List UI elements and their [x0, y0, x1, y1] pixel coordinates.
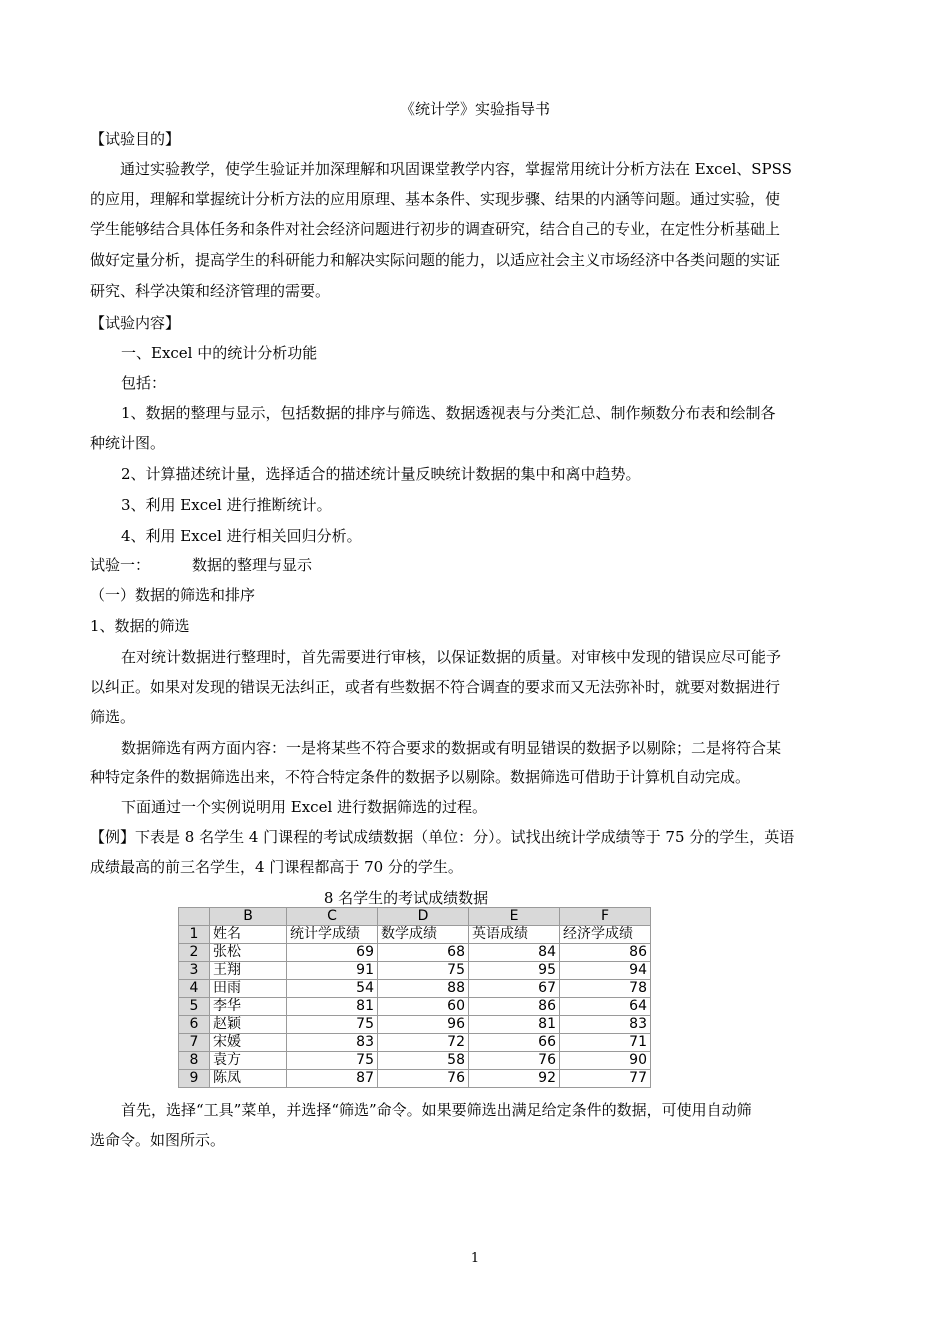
purpose-line-3: 学生能够结合具体任务和条件对社会经济问题进行初步的调查研究，结合自己的专业，在定性分析基础上 — [90, 220, 781, 238]
column-letter: C — [287, 908, 378, 926]
table-row — [179, 1052, 651, 1070]
score-economics: 94 — [560, 962, 651, 980]
score-math: 60 — [378, 998, 469, 1016]
row-number: 4 — [179, 980, 210, 998]
row-number: 1 — [179, 926, 210, 944]
score-statistics: 75 — [287, 1052, 378, 1070]
content-item-2: 2、计算描述统计量，选择适合的描述统计量反映统计数据的集中和离中趋势。 — [121, 465, 641, 483]
table-row — [179, 944, 651, 962]
score-economics: 86 — [560, 944, 651, 962]
score-math: 68 — [378, 944, 469, 962]
score-math: 58 — [378, 1052, 469, 1070]
score-economics: 77 — [560, 1070, 651, 1088]
student-name: 陈凤 — [210, 1070, 287, 1088]
table-header-row — [179, 926, 651, 944]
after-line-1: 首先，选择“工具”菜单，并选择“筛选”命令。如果要筛选出满足给定条件的数据，可使用自动筛 — [121, 1101, 752, 1119]
header-economics: 经济学成绩 — [560, 926, 651, 944]
score-statistics: 69 — [287, 944, 378, 962]
table-row — [179, 962, 651, 980]
score-english: 84 — [469, 944, 560, 962]
table-row — [179, 1034, 651, 1052]
corner-cell — [179, 908, 210, 926]
table-row — [179, 998, 651, 1016]
purpose-line-2: 的应用，理解和掌握统计分析方法的应用原理、基本条件、实现步骤、结果的内涵等问题。通过实验，使 — [90, 190, 781, 208]
score-english: 76 — [469, 1052, 560, 1070]
score-economics: 83 — [560, 1016, 651, 1034]
section-heading-content: 【试验内容】 — [90, 314, 181, 332]
subsection-filter-sort: （一）数据的筛选和排序 — [90, 586, 256, 604]
score-economics: 64 — [560, 998, 651, 1016]
header-name: 姓名 — [210, 926, 287, 944]
column-letter: B — [210, 908, 287, 926]
example-line-2: 成绩最高的前三名学生，4 门课程都高于 70 分的学生。 — [90, 858, 463, 876]
header-math: 数学成绩 — [378, 926, 469, 944]
score-statistics: 91 — [287, 962, 378, 980]
para1-line-2: 以纠正。如果对发现的错误无法纠正，或者有些数据不符合调查的要求而又无法弥补时，就要对数据进行 — [90, 678, 781, 696]
row-number: 8 — [179, 1052, 210, 1070]
table-row — [179, 1016, 651, 1034]
content-item-3: 3、利用 Excel 进行推断统计。 — [121, 496, 332, 514]
row-number: 6 — [179, 1016, 210, 1034]
score-economics: 71 — [560, 1034, 651, 1052]
student-name: 宋媛 — [210, 1034, 287, 1052]
student-name: 张松 — [210, 944, 287, 962]
row-number: 9 — [179, 1070, 210, 1088]
score-math: 88 — [378, 980, 469, 998]
header-statistics: 统计学成绩 — [287, 926, 378, 944]
content-item-1b: 种统计图。 — [90, 434, 166, 452]
score-math: 76 — [378, 1070, 469, 1088]
para2-line-1: 数据筛选有两方面内容：一是将某些不符合要求的数据或有明显错误的数据予以剔除；二是将符合某 — [121, 739, 782, 757]
row-number: 5 — [179, 998, 210, 1016]
para1-line-3: 筛选。 — [90, 708, 136, 726]
score-statistics: 54 — [287, 980, 378, 998]
purpose-line-1: 通过实验教学，使学生验证并加深理解和巩固课堂教学内容，掌握常用统计分析方法在 Excel、SPSS — [120, 160, 792, 178]
table-caption: 8 名学生的考试成绩数据 — [323, 889, 489, 907]
column-letter: D — [378, 908, 469, 926]
para2-line-2: 种特定条件的数据筛选出来，不符合特定条件的数据予以剔除。数据筛选可借助于计算机自动完成。 — [90, 768, 751, 786]
purpose-line-5: 研究、科学决策和经济管理的需要。 — [90, 282, 331, 300]
score-statistics: 81 — [287, 998, 378, 1016]
purpose-line-4: 做好定量分析，提高学生的科研能力和解决实际问题的能力，以适应社会主义市场经济中各类问题的实证 — [90, 251, 781, 269]
content-item-4: 4、利用 Excel 进行相关回归分析。 — [121, 527, 362, 545]
score-math: 72 — [378, 1034, 469, 1052]
score-statistics: 83 — [287, 1034, 378, 1052]
example-line-1: 【例】下表是 8 名学生 4 门课程的考试成绩数据（单位：分）。试找出统计学成绩等于 75 分的学生，英语 — [90, 828, 795, 846]
score-english: 67 — [469, 980, 560, 998]
page-number: 1 — [470, 1251, 480, 1266]
header-english: 英语成绩 — [469, 926, 560, 944]
score-statistics: 87 — [287, 1070, 378, 1088]
student-name: 赵颖 — [210, 1016, 287, 1034]
row-number: 2 — [179, 944, 210, 962]
score-math: 75 — [378, 962, 469, 980]
para1-line-1: 在对统计数据进行整理时，首先需要进行审核，以保证数据的质量。对审核中发现的错误应尽可能予 — [121, 648, 782, 666]
score-statistics: 75 — [287, 1016, 378, 1034]
student-name: 田雨 — [210, 980, 287, 998]
content-item-1a: 1、数据的整理与显示，包括数据的排序与筛选、数据透视表与分类汇总、制作频数分布表和绘制各 — [121, 404, 776, 422]
after-line-2: 选命令。如图所示。 — [90, 1131, 226, 1149]
student-name: 袁方 — [210, 1052, 287, 1070]
table-row — [179, 980, 651, 998]
experiment-1-label: 试验一： — [90, 556, 151, 574]
column-letter-row — [179, 908, 651, 926]
table-row — [179, 1070, 651, 1088]
score-english: 95 — [469, 962, 560, 980]
score-economics: 90 — [560, 1052, 651, 1070]
row-number: 7 — [179, 1034, 210, 1052]
student-name: 李华 — [210, 998, 287, 1016]
para3: 下面通过一个实例说明用 Excel 进行数据筛选的过程。 — [121, 798, 488, 816]
score-economics: 78 — [560, 980, 651, 998]
column-letter: F — [560, 908, 651, 926]
score-english: 86 — [469, 998, 560, 1016]
score-spreadsheet — [178, 907, 651, 1088]
row-number: 3 — [179, 962, 210, 980]
student-name: 王翔 — [210, 962, 287, 980]
score-english: 92 — [469, 1070, 560, 1088]
section-heading-purpose: 【试验目的】 — [90, 130, 181, 148]
content-includes: 包括： — [121, 374, 167, 392]
experiment-1-title: 数据的整理与显示 — [192, 556, 313, 574]
score-english: 66 — [469, 1034, 560, 1052]
content-excel-functions: 一、Excel 中的统计分析功能 — [121, 344, 318, 362]
score-english: 81 — [469, 1016, 560, 1034]
column-letter: E — [469, 908, 560, 926]
document-title: 《统计学》实验指导书 — [399, 100, 550, 118]
subsection-filtering: 1、数据的筛选 — [90, 617, 190, 635]
score-math: 96 — [378, 1016, 469, 1034]
